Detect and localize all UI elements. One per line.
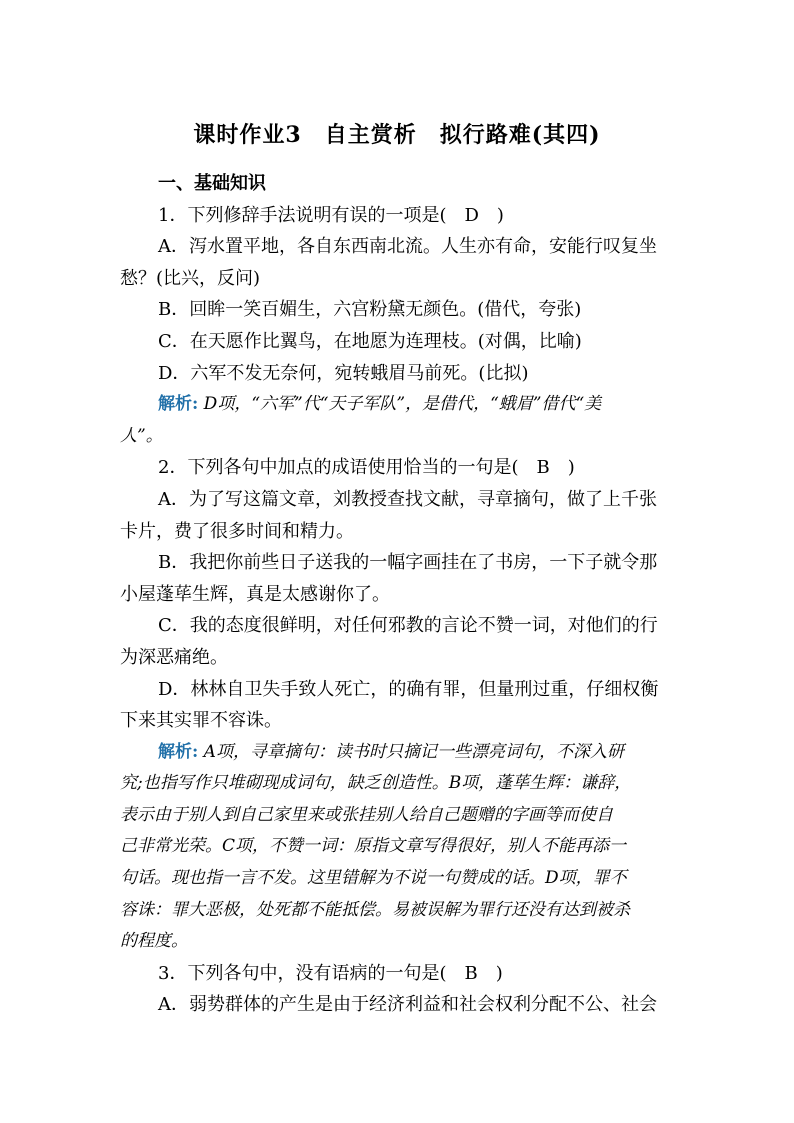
q2-analysis-line5: 句话。现也指一言不发。这里错解为不说一句赞成的话。D项，罪不 xyxy=(120,868,627,889)
q2-stem: 2．下列各句中加点的成语使用恰当的一句是( B ) xyxy=(158,457,575,479)
q2-analysis-label: 解析: xyxy=(158,741,199,762)
q3-option-a-line1: A．弱势群体的产生是由于经济利益和社会权利分配不公、社会 xyxy=(158,994,657,1016)
q1-stem: 1．下列修辞手法说明有误的一项是( D ) xyxy=(158,204,504,226)
q1-option-a-line2: 愁？(比兴，反问) xyxy=(120,267,261,289)
q2-option-c-line1: C．我的态度很鲜明，对任何邪教的言论不赞一词，对他们的行 xyxy=(158,615,658,637)
q1-analysis-line2: 人”。 xyxy=(120,425,163,446)
q2-analysis-line6: 容诛：罪大恶极，处死都不能抵偿。易被误解为罪行还没有达到被杀 xyxy=(120,899,630,920)
q1-option-a-line1: A．泻水置平地，各自东西南北流。人生亦有命，安能行叹复坐 xyxy=(158,236,657,258)
document-body xyxy=(120,168,676,1021)
q2-option-c-line2: 为深恶痛绝。 xyxy=(120,646,228,668)
q2-analysis-line3: 表示由于别人到自己家里来或张挂别人给自己题赠的字画等而使自 xyxy=(120,804,613,825)
q2-analysis-line7: 的程度。 xyxy=(120,931,188,952)
page-title: 课时作业3 自主赏析 拟行路难(其四) xyxy=(193,122,601,148)
q1-analysis-line1 xyxy=(120,389,676,421)
q2-analysis-text: A项，寻章摘句：读书时只摘记一些漂亮词句，不深入研 xyxy=(198,741,624,762)
q2-option-d-line2: 下来其实罪不容诛。 xyxy=(120,710,282,732)
q3-stem: 3．下列各句中，没有语病的一句是( B ) xyxy=(158,962,503,984)
q2-option-a-line2: 卡片，费了很多时间和精力。 xyxy=(120,520,354,542)
q2-analysis-line2: 究;也指写作只堆砌现成词句，缺乏创造性。B项，蓬荜生辉：谦辞， xyxy=(120,773,632,794)
q1-option-d: D．六军不发无奈何，宛转蛾眉马前死。(比拟) xyxy=(158,362,529,384)
q2-option-d-line1: D．林林自卫失手致人死亡，的确有罪，但量刑过重，仔细权衡 xyxy=(158,678,659,700)
q2-analysis-line1 xyxy=(120,737,676,769)
q2-option-b-line2: 小屋蓬荜生辉，真是太感谢你了。 xyxy=(120,583,390,605)
q2-option-a-line1: A．为了写这篇文章，刘教授查找文献，寻章摘句，做了上千张 xyxy=(158,488,657,510)
q1-option-c: C．在天愿作比翼鸟，在地愿为连理枝。(对偶，比喻) xyxy=(158,330,582,352)
q2-option-b-line1: B．我把你前些日子送我的一幅字画挂在了书房，一下子就令那 xyxy=(158,552,658,574)
q1-analysis-label: 解析: xyxy=(158,394,199,415)
q2-analysis-line4: 己非常光荣。C项，不赞一词：原指文章写得很好，别人不能再添一 xyxy=(120,836,627,857)
section-heading: 一、基础知识 xyxy=(158,173,266,194)
q1-analysis-text: D项，“六军”代“天子军队”，是借代，“蛾眉”借代“美 xyxy=(198,394,602,415)
q1-option-b: B．回眸一笑百媚生，六宫粉黛无颜色。(借代，夸张) xyxy=(158,299,582,321)
